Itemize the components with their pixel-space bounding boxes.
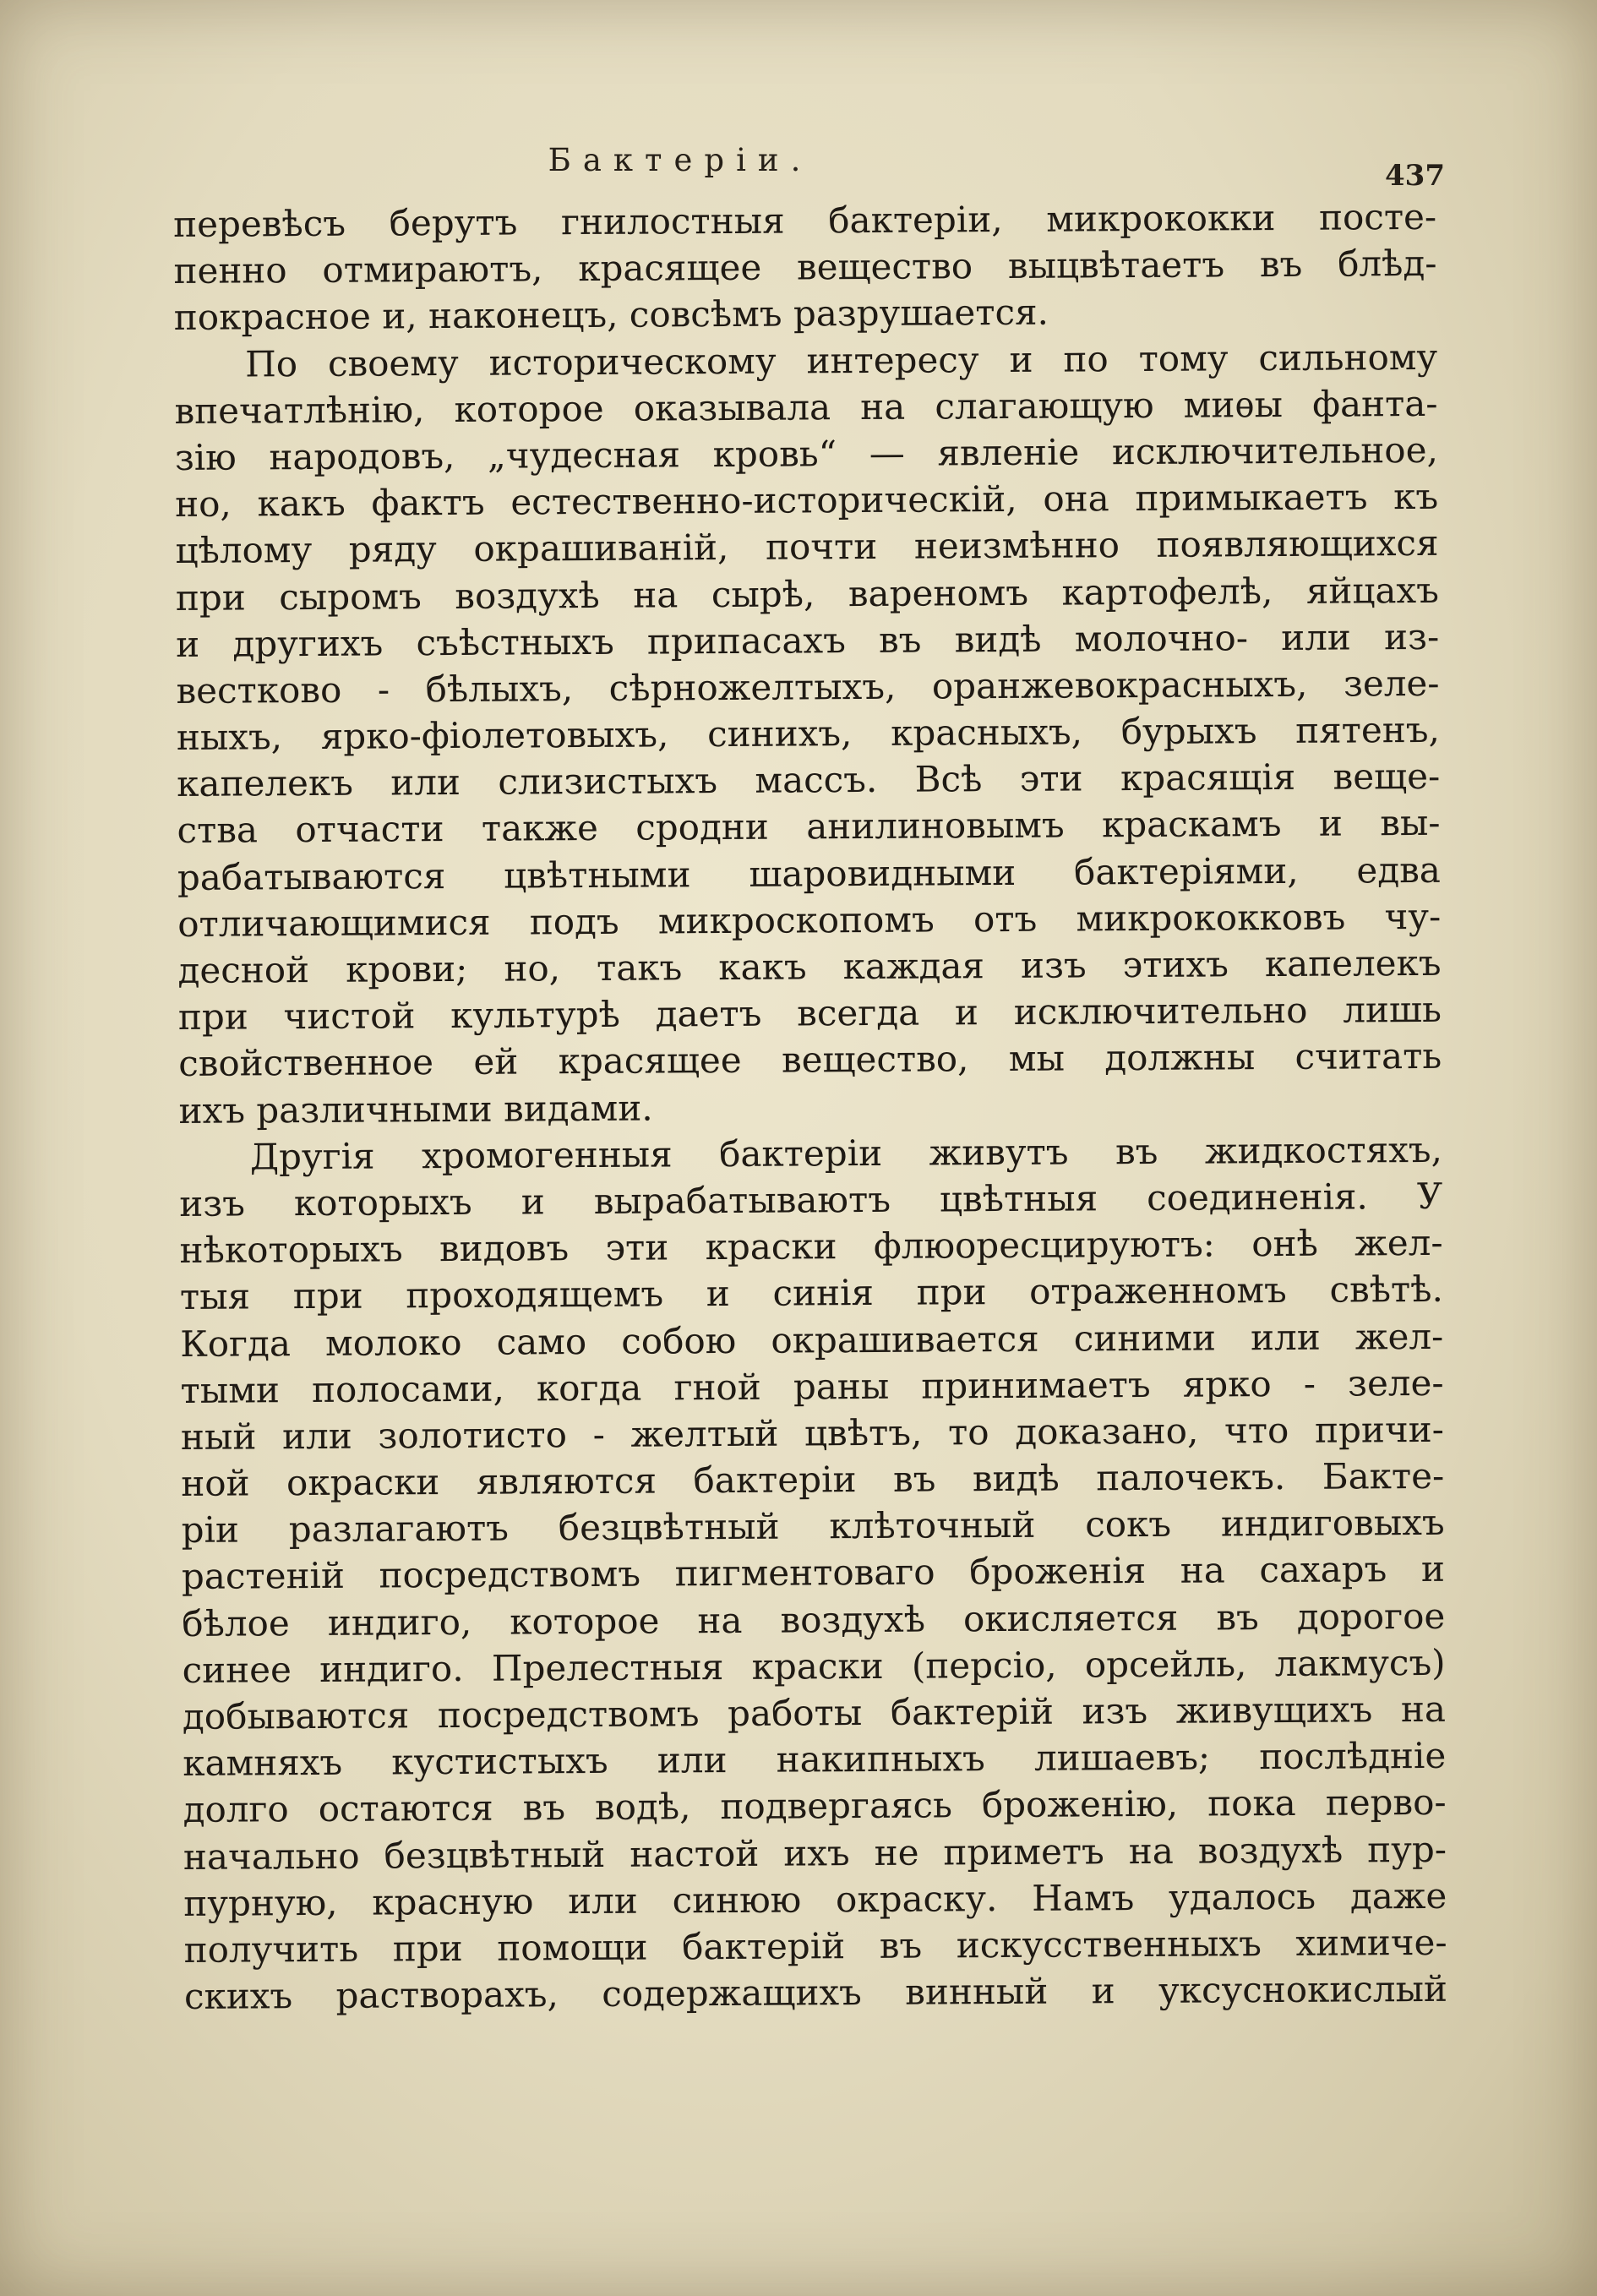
text-line: растеній посредствомъ пигментоваго броженія на сахаръ и: [181, 1548, 1446, 1598]
text-line: пенно отмираютъ, красящее вещество выцвѣтаетъ въ блѣд-: [173, 243, 1437, 292]
text-line: перевѣсъ берутъ гнилостныя бактеріи, микрококки посте-: [173, 195, 1437, 245]
text-line: отличающимися подъ микроскопомъ отъ микрококковъ чу-: [177, 895, 1442, 945]
text-line: ихъ различными видами.: [178, 1087, 653, 1132]
text-line: капелекъ или слизистыхъ массъ. Всѣ эти красящія веще-: [177, 755, 1441, 805]
running-title: Бактеріи.: [548, 142, 813, 178]
text-line: покрасное и, наконецъ, совсѣмъ разрушается.: [173, 292, 1049, 339]
text-line: скихъ растворахъ, содержащихъ винный и уксуснокислый: [183, 1967, 1448, 2018]
text-line: при сыромъ воздухѣ на сырѣ, вареномъ картофелѣ, яйцахъ: [175, 569, 1439, 619]
page-number: 437: [1385, 159, 1445, 193]
text-line: впечатлѣнію, которое оказывала на слагающую миѳы фанта-: [174, 382, 1438, 432]
text-line: ріи разлагаютъ безцвѣтный клѣточный сокъ индиговыхъ: [181, 1502, 1445, 1552]
text-line: синее индиго. Прелестныя краски (персіо, орсейль, лакмусъ): [182, 1641, 1446, 1691]
text-line: начально безцвѣтный настой ихъ не приметъ на воздухѣ пур-: [183, 1828, 1447, 1878]
text-line: свойственное ей красящее вещество, мы должны считать: [178, 1035, 1442, 1085]
text-line: при чистой культурѣ даетъ всегда и исключительно лишь: [177, 989, 1442, 1039]
text-line: нѣкоторыхъ видовъ эти краски флюоресцируютъ: онѣ жел-: [179, 1221, 1443, 1272]
text-line: десной крови; но, такъ какъ каждая изъ этихъ капелекъ: [177, 941, 1442, 991]
text-line: изъ которыхъ и вырабатываютъ цвѣтныя соединенія. У: [179, 1175, 1443, 1224]
text-line: тыя при проходящемъ и синія при отраженномъ свѣтѣ.: [179, 1268, 1444, 1318]
text-line: получить при помощи бактерій въ искусственныхъ химиче-: [183, 1921, 1447, 1971]
text-line: и другихъ съѣстныхъ припасахъ въ видѣ молочно- или из-: [176, 615, 1440, 665]
body-text: [173, 194, 1447, 2020]
text-line: рабатываются цвѣтными шаровидными бактеріями, едва: [177, 848, 1442, 898]
text-line: Когда молоко само собою окрашивается синими или жел-: [180, 1315, 1444, 1365]
text-line: пурную, красную или синюю окраску. Намъ удалось даже: [183, 1874, 1447, 1924]
text-line: ства отчасти также сродни анилиновымъ краскамъ и вы-: [177, 802, 1441, 852]
text-line: зію народовъ, „чудесная кровь“ — явленіе исключительное,: [174, 428, 1438, 478]
text-line: добываются посредствомъ работы бактерій изъ живущихъ на: [182, 1688, 1447, 1737]
paragraph-first-line: Другія хромогенныя бактеріи живутъ въ жидкостяхъ,: [249, 1128, 1443, 1178]
text-line: долго остаются въ водѣ, подвергаясь броженію, пока перво-: [183, 1781, 1447, 1831]
text-line: но, какъ фактъ естественно-историческій, она примыкаетъ къ: [175, 475, 1439, 526]
text-line: ной окраски являются бактеріи въ видѣ палочекъ. Бакте-: [181, 1454, 1445, 1505]
text-line: тыми полосами, когда гной раны принимаетъ ярко - зеле-: [180, 1361, 1444, 1411]
text-line: бѣлое индиго, которое на воздухѣ окисляется въ дорогое: [182, 1595, 1446, 1644]
text-line: ный или золотисто - желтый цвѣтъ, то доказано, что причи-: [180, 1408, 1445, 1458]
text-line: ныхъ, ярко-фіолетовыхъ, синихъ, красныхъ, бурыхъ пятенъ,: [176, 708, 1440, 759]
text-line: камняхъ кустистыхъ или накипныхъ лишаевъ; послѣдніе: [183, 1735, 1447, 1785]
text-line: цѣлому ряду окрашиваній, почти неизмѣнно появляющихся: [175, 522, 1439, 572]
text-line: вестково - бѣлыхъ, сѣрножелтыхъ, оранжевокрасныхъ, зеле-: [176, 662, 1440, 712]
paragraph-first-line: По своему историческому интересу и по тому сильному: [245, 335, 1438, 385]
